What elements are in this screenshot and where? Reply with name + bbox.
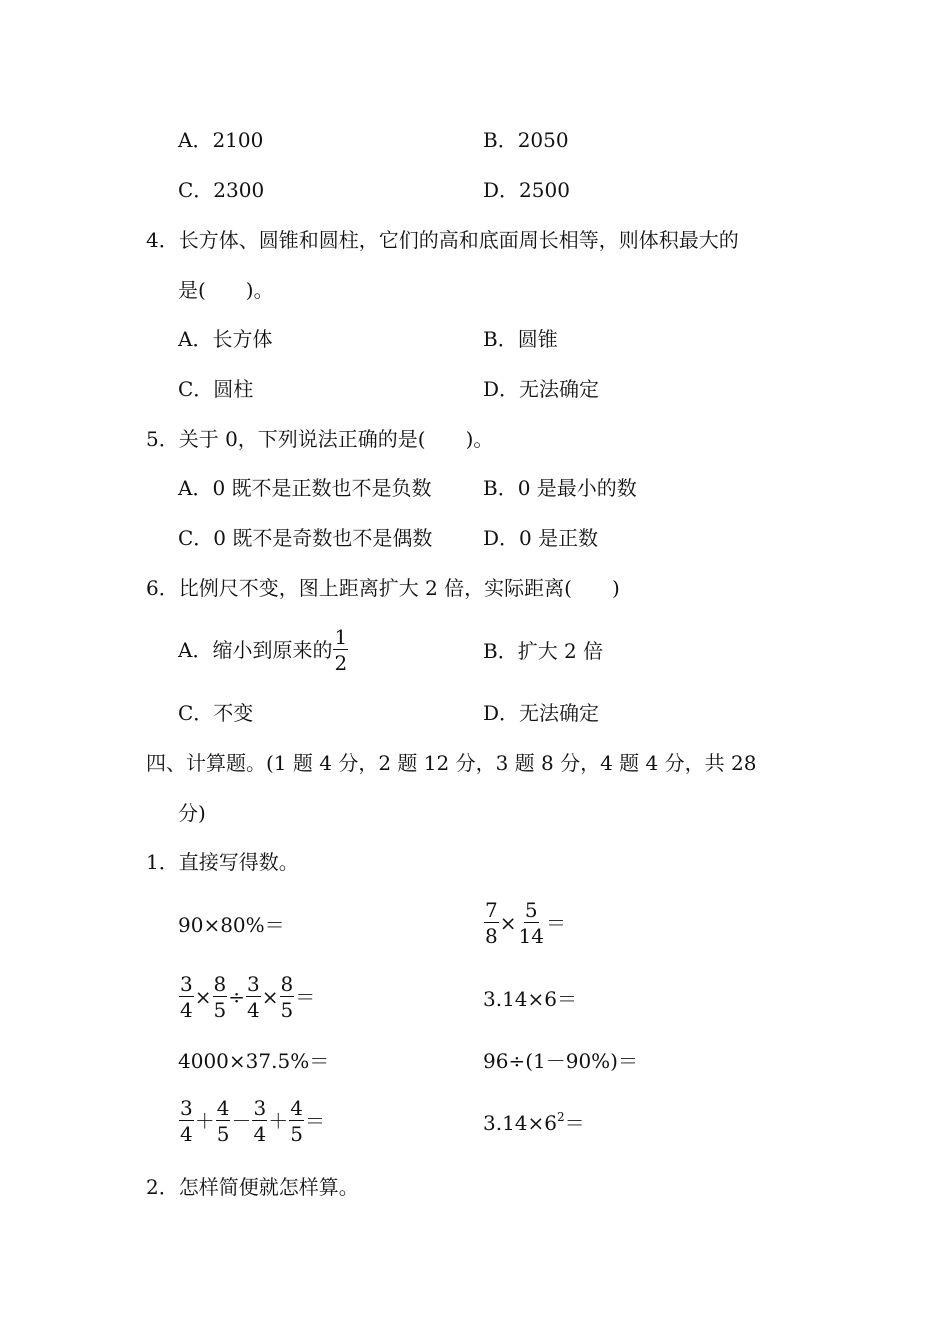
calc1-expr-6: 96÷(1－90%)＝	[483, 1049, 638, 1073]
q5-stem: 5．关于 0，下列说法正确的是( )。	[146, 427, 494, 451]
calc1-expr-8: $3.14\times 6^2=$	[483, 1110, 585, 1135]
q6-option-a	[178, 627, 349, 673]
calc1-expr-3: $\frac{3}{4}$ × $\frac{8}{5}$ ÷ $\frac{3}{4}$ × $\frac{8}{5}$ ＝	[180, 972, 316, 1022]
section4-title-line1: 四、计算题。(1 题 4 分，2 题 12 分，3 题 8 分，4 题 4 分，共 28	[146, 751, 757, 775]
fraction: $\frac{3}{4}$	[180, 1096, 193, 1146]
q3-option-d: D．2500	[483, 178, 570, 202]
q6-stem: 6．比例尺不变，图上距离扩大 2 倍，实际距离( )	[146, 576, 620, 600]
q3-option-a: A．2100	[178, 128, 264, 152]
calc1-expr-1: 90×80%＝	[178, 913, 285, 937]
q4-option-c: C．圆柱	[178, 377, 254, 401]
exponent: 2	[557, 1110, 565, 1124]
fraction: $\frac{5}{14}$	[518, 898, 544, 948]
section4-title-line2: 分)	[178, 801, 206, 825]
fraction: $\frac{3}{4}$	[253, 1096, 267, 1146]
q3-option-b: B．2050	[483, 128, 569, 152]
q6-option-c: C．不变	[178, 701, 254, 725]
fraction: $\frac{4}{5}$	[290, 1096, 303, 1146]
q6-option-a-text: A．缩小到原来的	[178, 638, 333, 662]
q5-option-b: B．0 是最小的数	[483, 476, 637, 500]
fraction: $\frac{3}{4}$	[247, 972, 260, 1022]
fraction: $\frac{1}{2}$	[334, 625, 348, 675]
fraction: $\frac{3}{4}$	[180, 972, 193, 1022]
calc1-expr-4: 3.14×6＝	[483, 987, 578, 1011]
q4-stem-line2: 是( )。	[178, 278, 274, 302]
fraction: $\frac{4}{5}$	[216, 1096, 230, 1146]
q5-option-a: A．0 既不是正数也不是负数	[178, 476, 432, 500]
q3-option-c: C．2300	[178, 178, 265, 202]
fraction: $\frac{8}{5}$	[213, 972, 227, 1022]
fraction: $\frac{8}{5}$	[280, 972, 294, 1022]
calc1-expr-5: 4000×37.5%＝	[178, 1049, 330, 1073]
calc2-title: 2．怎样简便就怎样算。	[146, 1175, 359, 1199]
q5-option-d: D．0 是正数	[483, 526, 599, 550]
q4-option-b: B．圆锥	[483, 327, 558, 351]
calc1-expr-7: $\frac{3}{4}$ ＋ $\frac{4}{5}$ － $\frac{3}{4}$ ＋ $\frac{4}{5}$ ＝	[180, 1096, 325, 1146]
q4-stem-line1: 4．长方体、圆锥和圆柱，它们的高和底面周长相等，则体积最大的	[146, 228, 739, 252]
q4-option-a: A．长方体	[178, 327, 273, 351]
q6-option-d: D．无法确定	[483, 701, 600, 725]
q6-option-b: B．扩大 2 倍	[483, 639, 604, 663]
calc1-expr-2: $\frac{7}{8}$ × $\frac{5}{14}$ ＝	[485, 898, 566, 948]
q5-option-c: C．0 既不是奇数也不是偶数	[178, 526, 433, 550]
q4-option-d: D．无法确定	[483, 377, 600, 401]
calc1-title: 1．直接写得数。	[146, 850, 299, 874]
fraction: $\frac{7}{8}$	[485, 898, 498, 948]
